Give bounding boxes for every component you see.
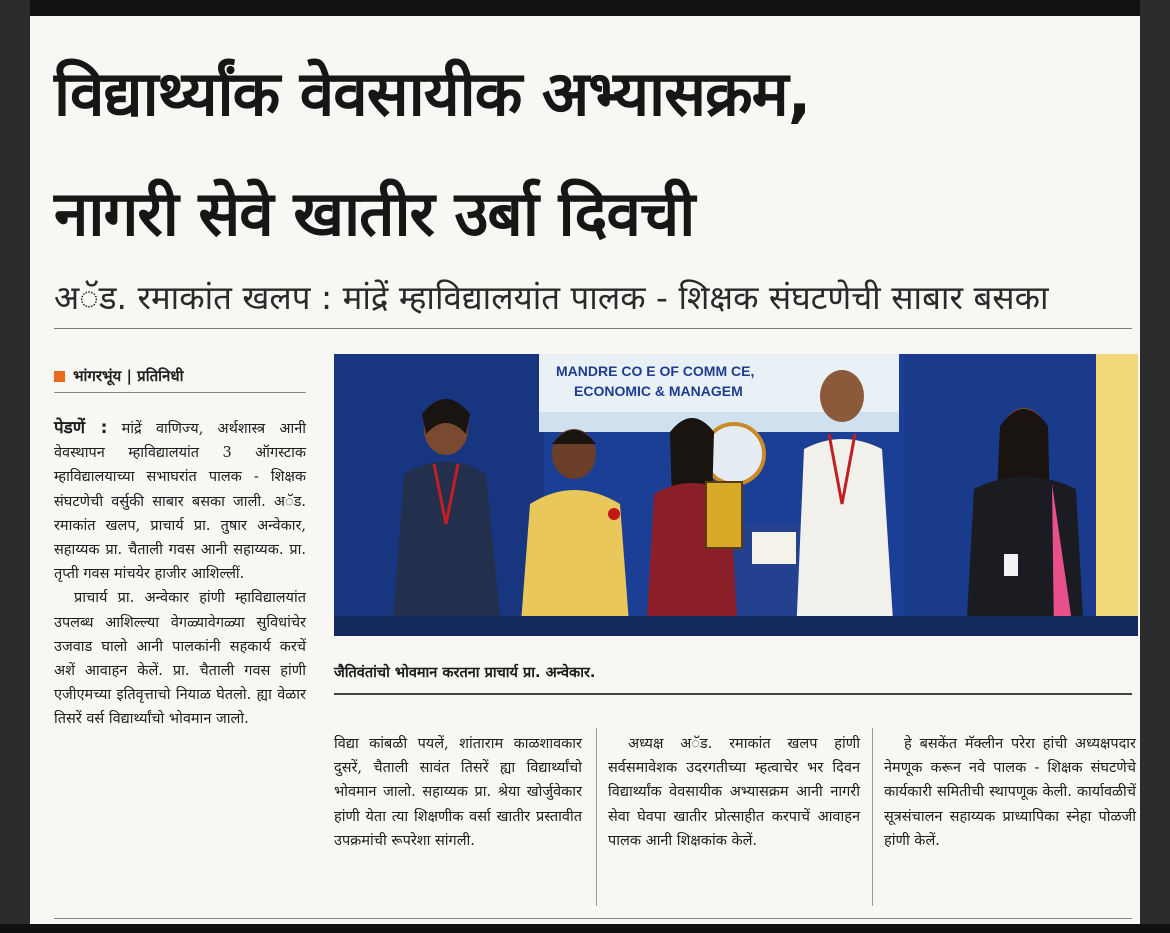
certificate-paper: [752, 532, 796, 564]
right-background-edge: [1140, 0, 1170, 933]
subheadline-rule: [54, 328, 1132, 329]
side-curtain: [1096, 354, 1138, 636]
article-column-1: [54, 416, 306, 732]
byline-marker-square: [54, 371, 65, 382]
column-divider: [872, 728, 873, 906]
article-paragraph-3: विद्या कांबळी पयलें, शांताराम काळशावकार दुसरें, चैताली सावंत तिसरें ह्या विद्यार्थ्यांचो भोवमान जालो. सहाय्यक प्रा. श्रेया खोर्जुवेकार हांणी येता त्या शिक्षणीक वर्सा खातीर प्रस्तावीत उपक्रमांची रूपरेशा सांगली.: [334, 736, 582, 849]
award-plaque: [706, 482, 742, 548]
left-background-edge: [0, 0, 30, 933]
photo-caption: जैतिवंतांचो भोवमान करतना प्राचार्य प्रा. अन्वेकार.: [334, 665, 596, 681]
banner-text-line-1: MANDRE CO E OF COMM CE,: [556, 363, 755, 379]
byline: [54, 366, 306, 393]
article-paragraph-5: हे बसकेंत मॅक्लीन परेरा हांची अध्यक्षपदार नेमणूक करून नवे पालक - शिक्षक संघटणेचे कार्यकारी समितीची स्थापणूक केली. कार्यावळीचें सूत्रसंचालन सहाय्यक प्राध्यापिका स्नेहा पोळजी हांणी केलें.: [884, 736, 1136, 849]
id-card: [1004, 554, 1018, 576]
newspaper-clipping: [30, 16, 1140, 924]
subheadline: अॅड. रमाकांत खलप : मांद्रें म्हाविद्यालयांत पालक - शिक्षक संघटणेची साबार बसका: [54, 278, 1049, 317]
byline-text: भांगरभूंय | प्रतिनिधी: [73, 367, 184, 385]
headline-line-2: नागरी सेवे खातीर उर्बा दिवची: [54, 177, 695, 250]
bottom-rule: [54, 918, 1132, 919]
dateline: पेडणें :: [54, 418, 108, 438]
bottom-dark-border: [0, 924, 1170, 933]
article-paragraph-1: मांद्रें वाणिज्य, अर्थशास्त्र आनी वेवस्थापन म्हाविद्यालयांत 3 ऑगस्टाक म्हाविद्यालयाच्या सभाघरांत पालक - शिक्षक संघटणेची वर्सुकी साबार बसका जाली. अॅड. रमाकांत खलप, प्राचार्य प्रा. तुषार अन्वेकार, सहाय्यक प्रा. चैताली गवस आनी सहाय्यक. प्रा. तृप्ती गवस मांचयेर हाजीर आशिल्लीं.: [54, 421, 306, 583]
article-column-4: [884, 732, 1136, 853]
banner-text-line-2: ECONOMIC & MANAGEM: [574, 383, 743, 399]
event-photo-illustration: [334, 354, 1138, 636]
article-paragraph-2: प्राचार्य प्रा. अन्वेकार हांणी म्हाविद्यालयांत उपलब्ध आशिल्ल्या वेगळ्यावेगळ्या सुविधांचेर उजवाड घालो आनी पालकांनी सहकार्य करचें अशें आवाहन केलें. प्रा. चैताली गवस हांणी एजीएमच्या इतिवृत्ताचो नियाळ घेतलो. ह्या वेळार तिसरें वर्स विद्यार्थ्यांचो भोवमान जालो.: [54, 590, 306, 728]
article-column-2: [334, 732, 582, 853]
article-column-3: [608, 732, 860, 853]
headline-line-1: विद्यार्थ्यांक वेवसायीक अभ्यासक्रम,: [54, 57, 811, 130]
top-dark-border: [0, 0, 1170, 16]
event-photo: [334, 354, 1138, 636]
caption-rule: [334, 693, 1132, 695]
article-paragraph-4: अध्यक्ष अॅड. रमाकांत खलप हांणी सर्वसमावेशक उदरगतीच्या म्हत्वाचेर भर दिवन विद्यार्थ्यांक वेवसायीक अभ्यासक्रम आनी नागरी सेवा घेवपा खातीर प्रोत्साहीत करपाचें आवाहन पालक आनी शिक्षकांक केलें.: [608, 736, 860, 849]
column-divider: [596, 728, 597, 906]
